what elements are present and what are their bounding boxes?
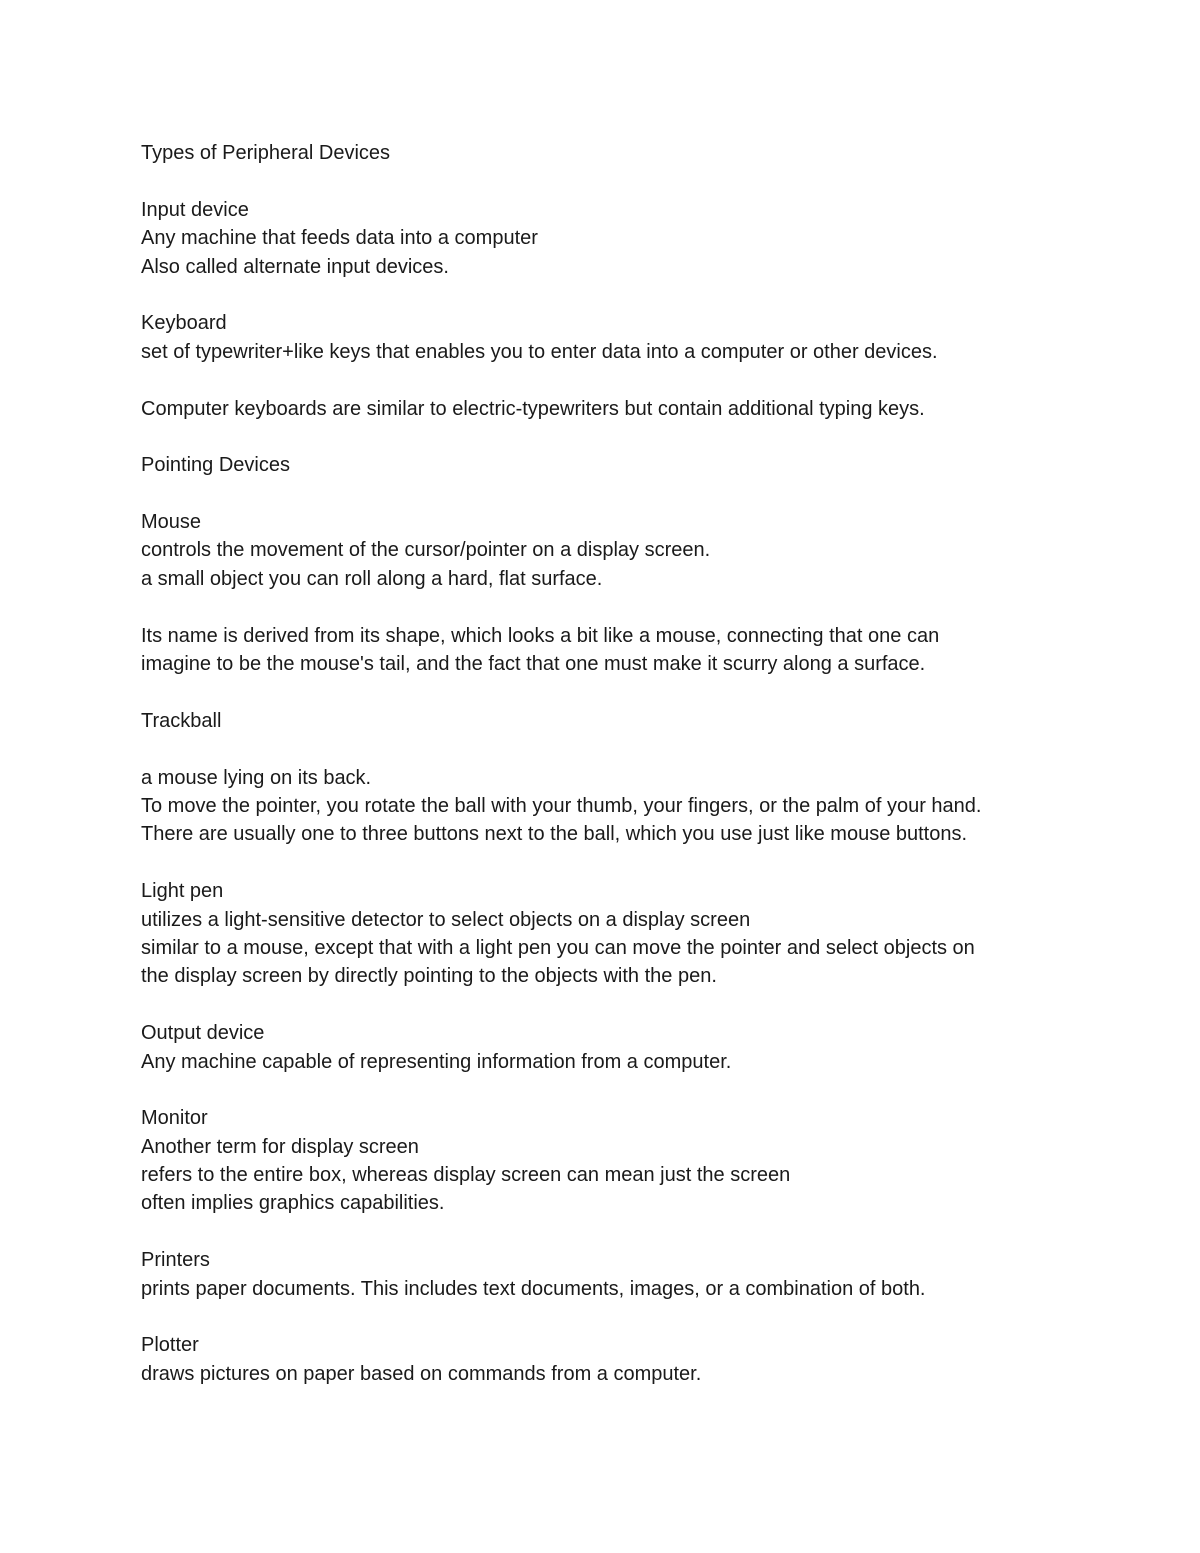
- spacer: [141, 281, 1101, 309]
- spacer: [141, 167, 1101, 195]
- trackball-heading: Trackball: [141, 709, 222, 732]
- plotter-heading: Plotter: [141, 1334, 199, 1357]
- mouse-text: imagine to be the mouse's tail, and the fact that one must make it scurry along a surface.: [141, 653, 926, 676]
- keyboard-text: set of typewriter+like keys that enables you to enter data into a computer or other devices.: [141, 340, 938, 363]
- spacer: [141, 991, 1101, 1019]
- plotter-text: draws pictures on paper based on commands from a computer.: [141, 1362, 702, 1385]
- input-device-heading: Input device: [141, 198, 249, 221]
- input-device-text: Also called alternate input devices.: [141, 255, 449, 278]
- spacer: [141, 593, 1101, 621]
- keyboard-text: Computer keyboards are similar to electric-typewriters but contain additional typing keys.: [141, 397, 925, 420]
- spacer: [141, 735, 1101, 763]
- spacer: [141, 480, 1101, 508]
- monitor-heading: Monitor: [141, 1107, 208, 1130]
- mouse-heading: Mouse: [141, 511, 202, 534]
- trackball-text: a mouse lying on its back.: [141, 766, 372, 789]
- printers-text: prints paper documents. This includes text documents, images, or a combination of both.: [141, 1277, 926, 1300]
- spacer: [141, 423, 1101, 451]
- output-device-text: Any machine capable of representing information from a computer.: [141, 1050, 732, 1073]
- monitor-text: Another term for display screen: [141, 1135, 419, 1158]
- monitor-text: often implies graphics capabilities.: [141, 1192, 445, 1215]
- spacer: [141, 1076, 1101, 1104]
- spacer: [141, 849, 1101, 877]
- spacer: [141, 366, 1101, 394]
- output-device-heading: Output device: [141, 1022, 265, 1045]
- document-title: Types of Peripheral Devices: [141, 142, 391, 164]
- mouse-text: controls the movement of the cursor/pointer on a display screen.: [141, 539, 711, 562]
- trackball-text: There are usually one to three buttons next to the ball, which you use just like mouse buttons.: [141, 823, 968, 846]
- spacer: [141, 1218, 1101, 1246]
- document-body: [141, 139, 1101, 1388]
- light-pen-text: the display screen by directly pointing to the objects with the pen.: [141, 965, 717, 988]
- mouse-text: Its name is derived from its shape, which looks a bit like a mouse, connecting that one can: [141, 624, 940, 647]
- light-pen-heading: Light pen: [141, 880, 224, 903]
- monitor-text: refers to the entire box, whereas display screen can mean just the screen: [141, 1164, 791, 1187]
- input-device-text: Any machine that feeds data into a computer: [141, 227, 538, 250]
- printers-heading: Printers: [141, 1249, 210, 1272]
- spacer: [141, 1303, 1101, 1331]
- light-pen-text: similar to a mouse, except that with a light pen you can move the pointer and select objects on: [141, 936, 975, 959]
- pointing-devices-heading: Pointing Devices: [141, 454, 290, 477]
- trackball-text: To move the pointer, you rotate the ball with your thumb, your fingers, or the palm of your hand.: [141, 794, 982, 817]
- spacer: [141, 678, 1101, 706]
- mouse-text: a small object you can roll along a hard, flat surface.: [141, 567, 603, 590]
- light-pen-text: utilizes a light-sensitive detector to select objects on a display screen: [141, 908, 751, 931]
- keyboard-heading: Keyboard: [141, 312, 227, 335]
